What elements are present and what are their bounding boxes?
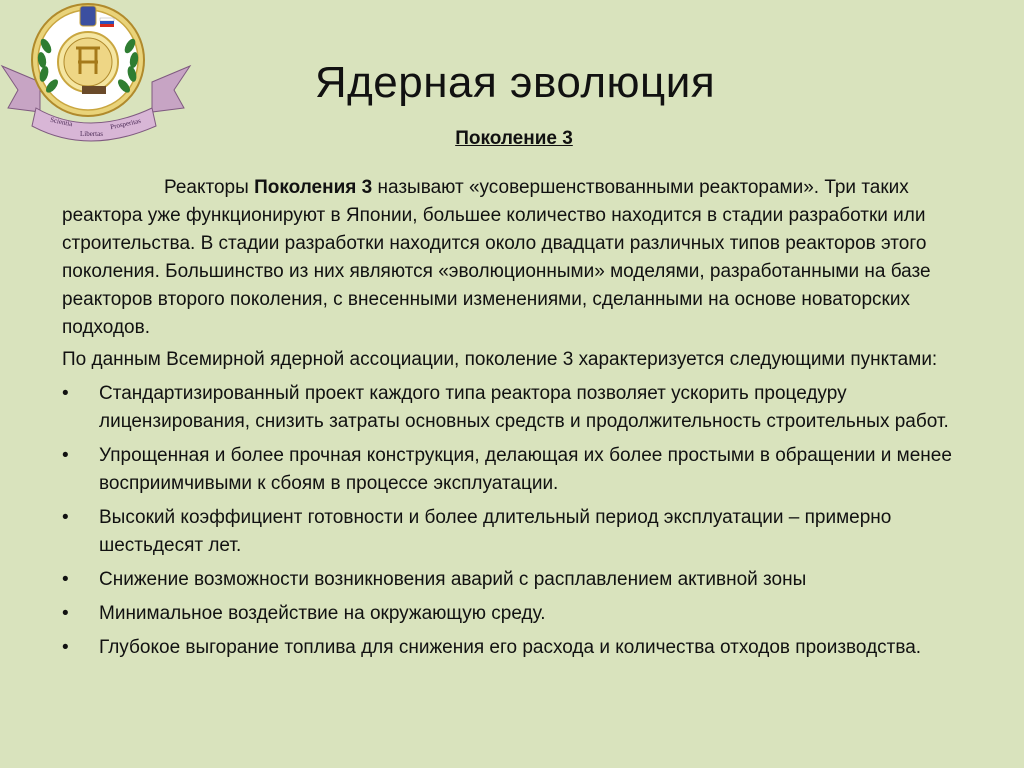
- slide-subtitle: Поколение 3: [455, 128, 573, 149]
- list-item-text: Глубокое выгорание топлива для снижения его расхода и количества отходов производства.: [99, 637, 922, 658]
- list-item-text: Стандартизированный проект каждого типа реактора позволяет ускорить процедуру лицензирования, снизить затраты основных средств и продолжительность строительных работ.: [99, 383, 949, 432]
- ribbon-word-libertas: Libertas: [80, 130, 103, 138]
- intro-rest: называют «усовершенствованными реакторами». Три таких реактора уже функционируют в Японии, большее количество находится в стадии разработки или строительства. В стадии разработки находится около двадцати различных типов реакторов этого поколения. Большинство из них являются «эволюционными» моделями, разработанными на базе реакторов второго поколения, с внесенными изменениями, сделанными на основе новаторских подходов.: [62, 177, 931, 338]
- lead-paragraph: По данным Всемирной ядерной ассоциации, поколение 3 характеризуется следующими пунктами:: [62, 349, 938, 370]
- list-item: [62, 634, 962, 662]
- bullet-icon: •: [62, 507, 69, 528]
- bullet-icon: •: [62, 637, 69, 658]
- list-item: [62, 442, 962, 498]
- list-item: [62, 600, 962, 628]
- ribbon-word-scientia: Scientia: [49, 115, 74, 129]
- ribbon-word-prosperitas: Prosperitas: [109, 116, 142, 132]
- bullet-icon: •: [62, 569, 69, 590]
- intro-bold: Поколения 3: [254, 177, 373, 198]
- list-item-text: Упрощенная и более прочная конструкция, делающая их более простыми в обращении и менее восприимчивыми к сбоям в процессе эксплуатации.: [99, 445, 952, 494]
- list-item: [62, 504, 962, 560]
- intro-paragraph: [62, 174, 962, 342]
- bullet-icon: •: [62, 445, 69, 466]
- intro-prefix: Реакторы: [164, 177, 255, 198]
- slide-body: [62, 174, 962, 668]
- list-item: [62, 566, 962, 594]
- slide-title: Ядерная эволюция: [314, 58, 716, 107]
- bullet-icon: •: [62, 603, 69, 624]
- bullet-icon: •: [62, 383, 69, 404]
- bullet-list: [62, 380, 962, 662]
- list-item-text: Снижение возможности возникновения аварий с расплавлением активной зоны: [99, 569, 807, 590]
- list-item-text: Высокий коэффициент готовности и более длительный период эксплуатации – примерно шестьдесят лет.: [99, 507, 892, 556]
- list-item: [62, 380, 962, 436]
- list-item-text: Минимальное воздействие на окружающую среду.: [99, 603, 546, 624]
